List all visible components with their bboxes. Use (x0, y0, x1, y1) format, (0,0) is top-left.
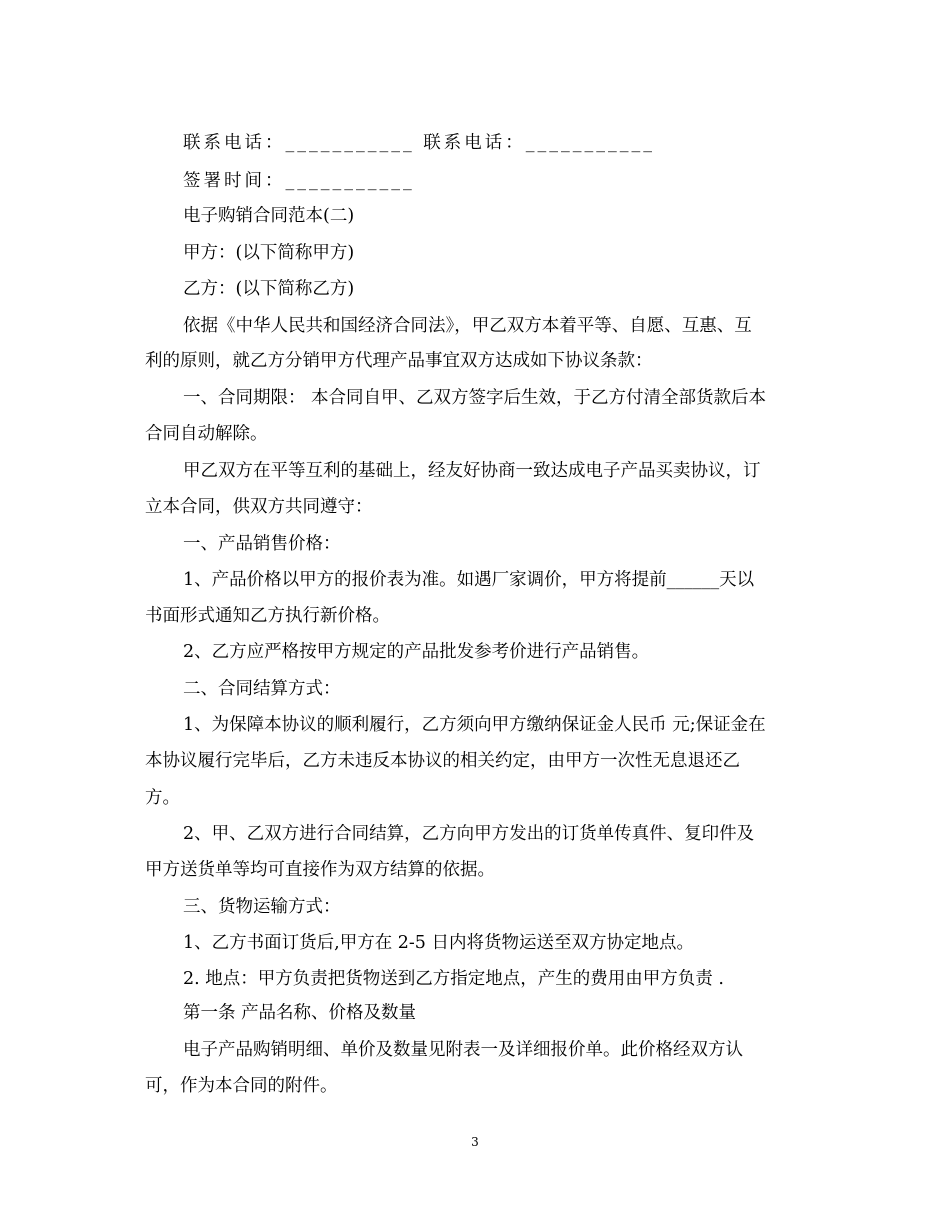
paragraph-line: 电子产品购销明细、单价及数量见附表一及详细报价单。此价格经双方认 (183, 1040, 743, 1060)
party-b-line: 乙方：(以下简称乙方) (183, 279, 355, 299)
paragraph-line: 1、产品价格以甲方的报价表为准。如遇厂家调价，甲方将提前______天以 (183, 570, 755, 590)
paragraph-line: 一、合同期限： 本合同自甲、乙双方签字后生效，于乙方付清全部货款后本 (183, 388, 767, 408)
paragraph-line: 本协议履行完毕后，乙方未违反本协议的相关约定，由甲方一次性无息退还乙 (145, 751, 740, 771)
signing-time-line: 签署时间：___________ (183, 171, 415, 191)
section-heading: 一、产品销售价格： (183, 534, 341, 554)
page-number: 3 (471, 1135, 479, 1149)
article-heading: 第一条 产品名称、价格及数量 (183, 1003, 417, 1023)
section-heading: 三、货物运输方式： (183, 897, 341, 917)
paragraph-line: 甲方送货单等均可直接作为双方结算的依据。 (145, 860, 495, 880)
paragraph-line: 1、为保障本协议的顺利履行，乙方须向甲方缴纳保证金人民币 元;保证金在 (183, 715, 766, 735)
section-heading: 二、合同结算方式： (183, 679, 341, 699)
paragraph-line: 利的原则，就乙方分销甲方代理产品事宜双方达成如下协议条款： (145, 351, 653, 371)
party-a-line: 甲方：(以下简称甲方) (183, 243, 355, 263)
paragraph-line: 1、乙方书面订货后,甲方在 2-5 日内将货物运送至双方协定地点。 (183, 933, 695, 953)
paragraph-line: 方。 (145, 788, 180, 808)
paragraph-line: 2、乙方应严格按甲方规定的产品批发参考价进行产品销售。 (183, 642, 650, 662)
paragraph-line: 依据《中华人民共和国经济合同法》，甲乙双方本着平等、自愿、互惠、互 (183, 316, 752, 336)
paragraph-line: 书面形式通知乙方执行新价格。 (145, 606, 390, 626)
paragraph-line: 可，作为本合同的附件。 (145, 1076, 338, 1096)
paragraph-line: 2、甲、乙双方进行合同结算，乙方向甲方发出的订货单传真件、复印件及 (183, 824, 755, 844)
contact-phone-line: 联系电话：___________ 联系电话：___________ (183, 133, 656, 153)
paragraph-line: 合同自动解除。 (145, 424, 268, 444)
paragraph-line: 甲乙双方在平等互利的基础上，经友好协商一致达成电子产品买卖协议，订 (183, 461, 761, 481)
paragraph-line: 2. 地点：甲方负责把货物送到乙方指定地点，产生的费用由甲方负责 . (183, 969, 724, 989)
paragraph-line: 立本合同，供双方共同遵守： (145, 497, 373, 517)
contract-title: 电子购销合同范本(二) (183, 206, 355, 226)
